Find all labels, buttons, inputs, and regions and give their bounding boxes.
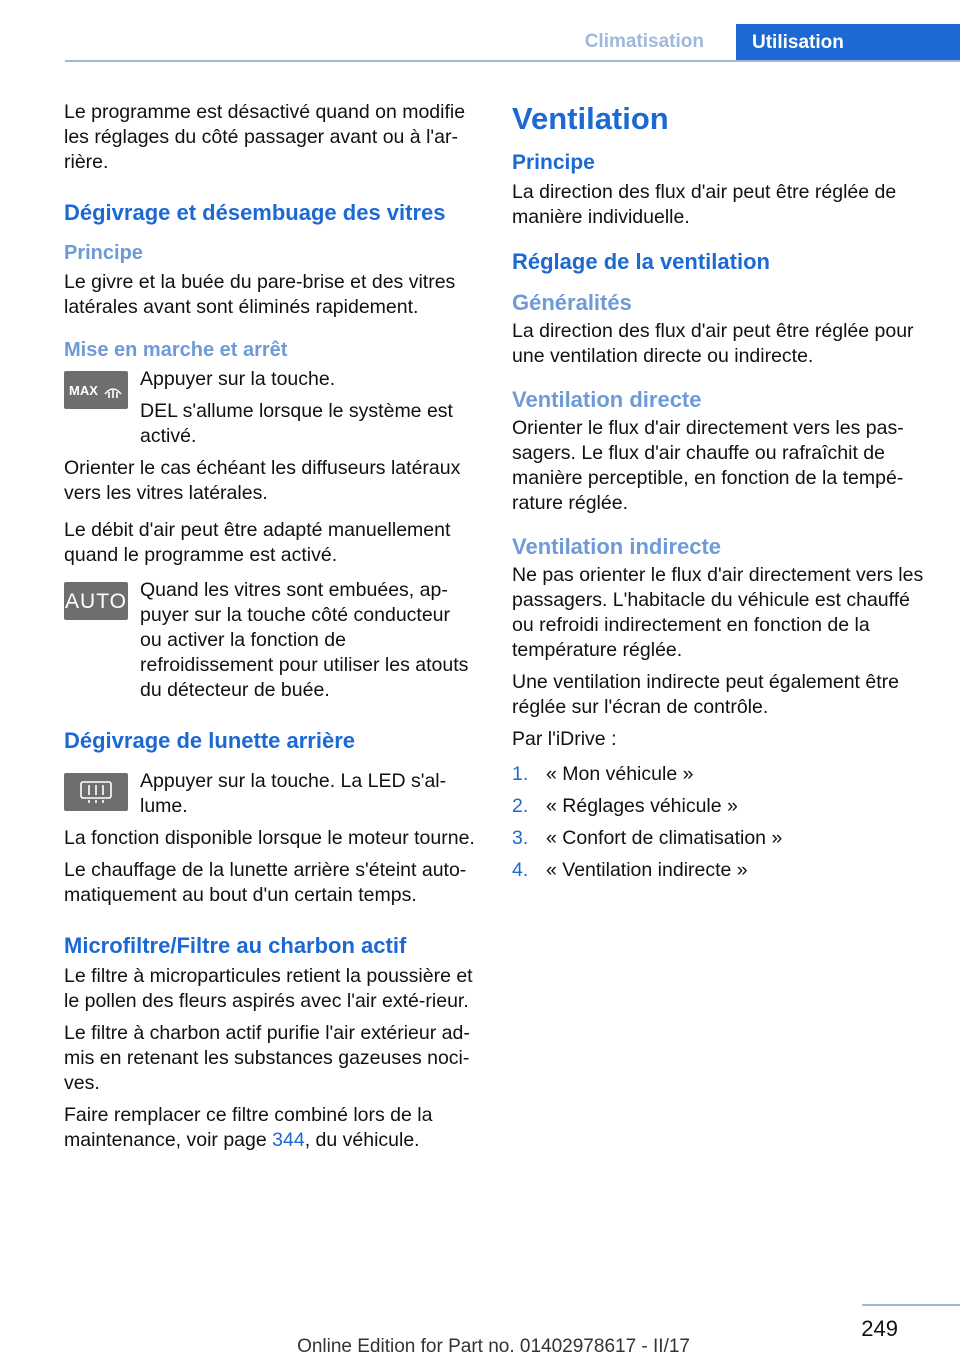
filter-text-2: Le filtre à charbon actif purifie l'air extérieur ad-mis en retenant les substances gazeuses noci-ves. [64, 1022, 470, 1094]
intro-text: Le programme est désactivé quand on modifie les réglages du côté passager avant ou à l'ar-rière. [64, 101, 466, 173]
defrost-principe-text: Le givre et la buée du pare-brise et des vitres latérales avant sont éliminés rapidement. [64, 271, 456, 318]
svg-text:MAX: MAX [69, 383, 98, 398]
ventilation-principe-text: La direction des flux d'air peut être réglée de manière individuelle. [512, 181, 897, 228]
press-key-text: Appuyer sur la touche. [140, 368, 336, 390]
defrost-title: Dégivrage et désembuage des vitres [64, 200, 446, 225]
indirecte-text-2: Une ventilation indirecte peut également être réglée sur l'écran de contrôle. [512, 671, 899, 718]
max-button-block [64, 367, 476, 449]
indirecte-text-1: Ne pas orienter le flux d'air directement vers les passagers. L'habitacle du véhicule est chauffé ou refroidi indirectement en fonction de la température réglée. [512, 564, 924, 661]
page-link-344[interactable]: 344 [272, 1129, 305, 1151]
max-defrost-icon [64, 371, 128, 409]
page-number: 249 [861, 1316, 898, 1341]
auto-button-block [64, 578, 476, 703]
generalites-title: Généralités [512, 290, 632, 315]
header-rule [65, 60, 960, 62]
steps-list [512, 762, 926, 883]
page-footer [0, 1304, 960, 1362]
list-item: 2. « Réglages véhicule » [512, 795, 738, 817]
ventilation-title: Ventilation [512, 101, 669, 136]
reglage-title: Réglage de la ventilation [512, 249, 770, 274]
auto-icon: AUTO [64, 582, 128, 620]
list-item: 4. « Ventilation indirecte » [512, 859, 748, 881]
section-label: Climatisation [584, 31, 704, 52]
orienter-text: Orienter le cas échéant les diffuseurs latéraux vers les vitres latérales. [64, 457, 461, 504]
list-item: 1. « Mon véhicule » [512, 763, 694, 785]
filter-title: Microfiltre/Filtre au charbon actif [64, 933, 407, 958]
footer-rule [862, 1304, 960, 1306]
rear-defrost-title: Dégivrage de lunette arrière [64, 728, 356, 753]
filter-text-3: Faire remplacer ce filtre combiné lors de la maintenance, voir page 344, du véhicule. [64, 1104, 433, 1151]
filter-text-1: Le filtre à microparticules retient la poussière et le pollen des fleurs aspirés avec l'air exté-rieur. [64, 965, 473, 1012]
list-item: 3. « Confort de climatisation » [512, 827, 783, 849]
indirecte-title: Ventilation indirecte [512, 534, 722, 559]
defrost-principe-title: Principe [64, 242, 143, 264]
rear-text-1: La fonction disponible lorsque le moteur tourne. [64, 827, 475, 849]
rear-text-2: Le chauffage de la lunette arrière s'éteint auto-matiquement au bout d'un certain temps. [64, 859, 467, 906]
directe-title: Ventilation directe [512, 387, 702, 412]
left-column [64, 100, 476, 1160]
chapter-tab[interactable]: Utilisation [736, 24, 960, 62]
rear-window-heating-icon [64, 773, 128, 811]
ventilation-principe-title: Principe [512, 151, 595, 174]
edition-text: Online Edition for Part no. 01402978617 - II/17 [297, 1336, 690, 1357]
auto-text: Quand les vitres sont embuées, ap-puyer sur la touche côté conducteur ou activer la fonction de refroidissement pour utiliser les atouts du détecteur de buée. [140, 579, 469, 701]
rear-press-text: Appuyer sur la touche. La LED s'al-lume. [140, 770, 447, 817]
idrive-text: Par l'iDrive : [512, 728, 617, 750]
generalites-text: La direction des flux d'air peut être réglée pour une ventilation directe ou indirecte. [512, 320, 914, 367]
defrost-onoff-title: Mise en marche et arrêt [64, 339, 288, 361]
debit-text: Le débit d'air peut être adapté manuellement quand le programme est activé. [64, 519, 451, 566]
right-column [512, 100, 926, 890]
page-header [0, 24, 960, 62]
directe-text: Orienter le flux d'air directement vers les pas-sagers. Le flux d'air chauffe ou rafraîchit de manière perceptible, en fonction de la tempé-rature réglée. [512, 417, 904, 514]
del-text: DEL s'allume lorsque le système est activé. [140, 400, 453, 447]
rear-button-block [64, 769, 476, 819]
